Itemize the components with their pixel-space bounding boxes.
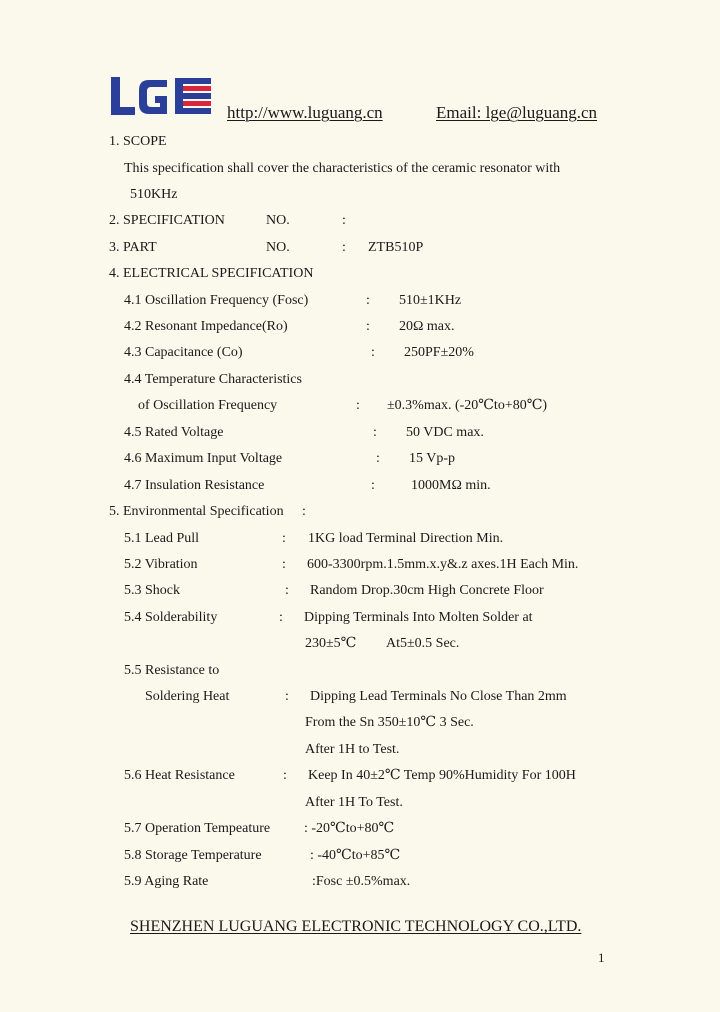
spec-no-colon: : (342, 213, 346, 228)
spec-4-4-colon: : (356, 398, 360, 413)
website-link[interactable]: http://www.luguang.cn (227, 103, 383, 122)
company-logo (109, 76, 213, 118)
spec-5-4-label: 5.4 Solderability (124, 610, 218, 625)
spec-5-7-label: 5.7 Operation Tempeature (124, 821, 271, 836)
part-no-key: NO. (266, 240, 290, 255)
spec-5-6-value-line2: After 1H To Test. (305, 795, 403, 810)
spec-5-4-value-time: At5±0.5 Sec. (386, 636, 460, 651)
spec-5-1-colon: : (282, 531, 286, 546)
spec-5-2-value: 600-3300rpm.1.5mm.x.y&.z axes.1H Each Min. (307, 557, 579, 572)
spec-4-2-colon: : (366, 319, 370, 334)
page-number: 1 (598, 950, 605, 965)
spec-4-2-label: 4.2 Resonant Impedance(Ro) (124, 319, 288, 334)
spec-4-2-value: 20Ω max. (399, 319, 455, 334)
spec-4-7-value: 1000MΩ min. (411, 478, 491, 493)
spec-5-8-label: 5.8 Storage Temperature (124, 848, 262, 863)
spec-5-6-colon: : (283, 768, 287, 783)
spec-5-4-colon: : (279, 610, 283, 625)
spec-5-5-colon: : (285, 689, 289, 704)
spec-4-6-value: 15 Vp-p (409, 451, 456, 466)
spec-4-4-value: ±0.3%max. (-20℃to+80℃) (387, 398, 548, 413)
spec-4-3-label: 4.3 Capacitance (Co) (124, 345, 243, 360)
part-no-label: 3. PART (109, 240, 157, 255)
spec-4-4-label-line1: 4.4 Temperature Characteristics (124, 372, 302, 387)
scope-text-line2: 510KHz (130, 187, 178, 202)
spec-5-5-value-line1: Dipping Lead Terminals No Close Than 2mm (310, 689, 567, 704)
spec-5-6-label: 5.6 Heat Resistance (124, 768, 235, 783)
spec-5-1-value: 1KG load Terminal Direction Min. (308, 531, 504, 546)
spec-5-3-label: 5.3 Shock (124, 583, 180, 598)
part-no-value: ZTB510P (368, 240, 424, 255)
spec-4-1-label: 4.1 Oscillation Frequency (Fosc) (124, 293, 309, 308)
spec-5-3-colon: : (285, 583, 289, 598)
spec-5-9-label: 5.9 Aging Rate (124, 874, 209, 889)
spec-no-key: NO. (266, 213, 290, 228)
spec-4-1-colon: : (366, 293, 370, 308)
spec-5-2-colon: : (282, 557, 286, 572)
spec-5-5-label-line2: Soldering Heat (145, 689, 230, 704)
spec-4-1-value: 510±1KHz (399, 293, 462, 308)
spec-4-3-colon: : (371, 345, 375, 360)
spec-5-4-value-temp: 230±5℃ (305, 636, 357, 651)
company-name-footer: SHENZHEN LUGUANG ELECTRONIC TECHNOLOGY CO.,LTD. (130, 918, 582, 935)
spec-5-5-value-line2: From the Sn 350±10℃ 3 Sec. (305, 715, 474, 730)
spec-4-5-label: 4.5 Rated Voltage (124, 425, 224, 440)
spec-4-7-colon: : (371, 478, 375, 493)
section-electrical-title: 4. ELECTRICAL SPECIFICATION (109, 266, 314, 281)
spec-5-3-value: Random Drop.30cm High Concrete Floor (310, 583, 544, 598)
spec-4-5-colon: : (373, 425, 377, 440)
spec-5-5-label-line1: 5.5 Resistance to (124, 663, 220, 678)
spec-4-4-label-line2: of Oscillation Frequency (138, 398, 278, 413)
spec-4-5-value: 50 VDC max. (406, 425, 484, 440)
spec-4-7-label: 4.7 Insulation Resistance (124, 478, 265, 493)
spec-5-7-value: : -20℃to+80℃ (304, 821, 395, 836)
spec-4-6-label: 4.6 Maximum Input Voltage (124, 451, 283, 466)
part-no-colon: : (342, 240, 346, 255)
scope-text-line1: This specification shall cover the characteristics of the ceramic resonator with (124, 161, 561, 176)
spec-4-3-value: 250PF±20% (404, 345, 474, 360)
spec-5-2-label: 5.2 Vibration (124, 557, 198, 572)
spec-4-6-colon: : (376, 451, 380, 466)
spec-5-6-value-line1: Keep In 40±2℃ Temp 90%Humidity For 100H (308, 768, 576, 783)
spec-5-8-value: : -40℃to+85℃ (310, 848, 401, 863)
lge-logo-graphic (109, 76, 213, 118)
section-environmental-colon: : (302, 504, 306, 519)
section-scope-title: 1. SCOPE (109, 134, 167, 149)
spec-5-1-label: 5.1 Lead Pull (124, 531, 200, 546)
spec-5-4-value-line1: Dipping Terminals Into Molten Solder at (304, 610, 533, 625)
section-environmental-title: 5. Environmental Specification (109, 504, 284, 519)
spec-no-label: 2. SPECIFICATION (109, 213, 225, 228)
spec-5-9-value: :Fosc ±0.5%max. (312, 874, 411, 889)
email-link[interactable]: Email: lge@luguang.cn (436, 103, 598, 122)
spec-5-5-value-line3: After 1H to Test. (305, 742, 400, 757)
